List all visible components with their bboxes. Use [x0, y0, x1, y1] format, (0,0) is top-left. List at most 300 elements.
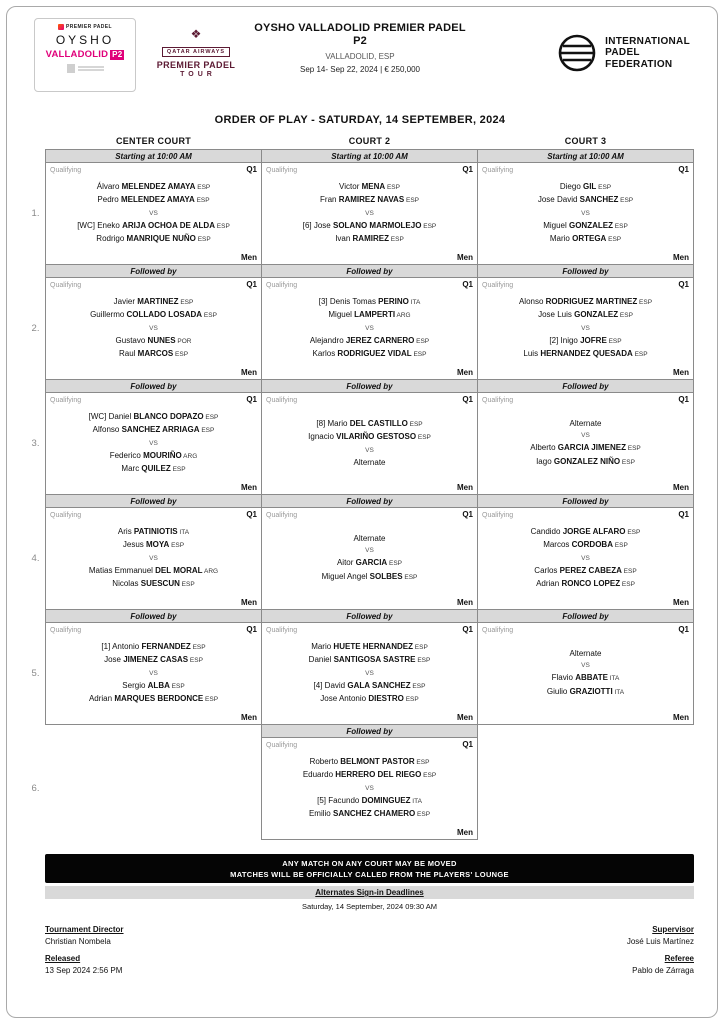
player-first-name: Jose	[104, 655, 124, 664]
country-code: ESP	[179, 581, 195, 588]
player-line	[264, 309, 475, 323]
match-cell	[477, 162, 694, 265]
country-code: ESP	[625, 445, 641, 453]
followed-by-band: Followed by	[261, 494, 478, 508]
player-first-name: Aris	[117, 526, 134, 536]
player-first-name: Raul	[118, 349, 138, 358]
player-line	[480, 442, 691, 456]
player-line	[480, 233, 691, 247]
country-code: ESP	[202, 312, 217, 319]
match-teams	[480, 289, 691, 368]
courts-grid	[45, 134, 694, 840]
gender-label: Men	[241, 483, 257, 492]
referee-label: Referee	[664, 954, 694, 963]
player-first-name: Daniel	[108, 411, 134, 421]
match-teams	[48, 404, 259, 483]
player-last-name: LAMPERTI	[354, 310, 396, 319]
match-cell	[477, 392, 694, 495]
notice-line1: ANY MATCH ON ANY COURT MAY BE MOVED	[282, 859, 457, 868]
country-code: ESP	[596, 183, 612, 191]
round-label: Qualifying	[50, 167, 82, 174]
match-code: Q1	[246, 625, 257, 634]
match-cell-header	[482, 625, 689, 634]
player-line	[480, 296, 691, 310]
player-first-name: Marcos	[543, 540, 572, 549]
player-last-name: RAMIREZ NAVAS	[338, 195, 405, 204]
player-line	[48, 680, 259, 694]
valladolid-wordmark	[38, 49, 132, 60]
vs-label: VS	[365, 446, 374, 454]
player-last-name: SUESCUN	[140, 579, 180, 588]
row-number: 2.	[31, 323, 40, 334]
player-last-name: PERINO	[378, 296, 409, 306]
country-code: ARG	[202, 567, 219, 575]
premier-padel-mark	[38, 24, 132, 30]
player-first-name: Candido	[530, 526, 563, 536]
round-label: Qualifying	[50, 627, 82, 634]
player-line	[264, 795, 475, 809]
player-last-name: JEREZ CARNERO	[345, 335, 415, 345]
player-line	[480, 418, 691, 431]
match-teams	[48, 519, 259, 598]
player-first-name: Roberto	[309, 756, 341, 766]
country-code: ITA	[607, 675, 620, 683]
player-line	[48, 411, 259, 425]
vs-label: VS	[365, 209, 374, 217]
player-first-name: Karlos	[312, 349, 338, 358]
round-label: Qualifying	[482, 627, 514, 634]
player-first-name: Mario	[327, 418, 350, 428]
player-line	[480, 194, 691, 208]
match-cell	[45, 162, 262, 265]
player-line	[48, 693, 259, 707]
round-label: Qualifying	[482, 512, 514, 519]
player-last-name: MARQUES BERDONCE	[114, 694, 204, 703]
gender-label: Men	[241, 598, 257, 607]
player-last-name: JOFRE	[580, 335, 607, 345]
player-first-name: Javier	[113, 296, 138, 306]
match-code: Q1	[462, 740, 473, 749]
player-line	[48, 335, 259, 349]
country-code: ARG	[181, 452, 198, 460]
country-code: ESP	[612, 222, 628, 230]
player-last-name: JIMENEZ CASAS	[123, 655, 189, 664]
player-last-name: CORDOBA	[571, 540, 613, 549]
country-code: ESP	[414, 337, 430, 345]
released-value: 13 Sep 2024 2:56 PM	[45, 966, 123, 975]
country-code: ESP	[415, 811, 431, 818]
footer-right	[627, 925, 694, 975]
country-code: ITA	[410, 797, 422, 805]
fip-globe-icon	[556, 32, 598, 74]
seed-label: [2]	[549, 335, 561, 345]
start-time-band: Starting at 10:00 AM	[477, 149, 694, 163]
match-code: Q1	[462, 395, 473, 404]
gender-label: Men	[241, 368, 257, 377]
player-last-name: MELENDEZ AMAYA	[121, 181, 196, 191]
player-last-name: ALBA	[147, 680, 170, 690]
round-label: Qualifying	[482, 167, 514, 174]
fip-line3: FEDERATION	[605, 58, 673, 70]
match-teams	[480, 174, 691, 253]
match-cell-header	[482, 165, 689, 174]
country-code: ESP	[618, 312, 633, 319]
vs-label: VS	[149, 669, 158, 677]
row-number: 1.	[31, 208, 40, 219]
vs-label: VS	[149, 209, 158, 217]
match-cell-header	[50, 395, 257, 404]
player-first-name: Nicolas	[112, 579, 141, 588]
player-last-name: BLANCO DOPAZO	[133, 411, 204, 421]
player-first-name: Gustavo	[115, 335, 148, 345]
player-first-name: Alternate	[569, 418, 602, 428]
match-cell	[477, 507, 694, 610]
fip-wordmark	[605, 36, 690, 71]
player-first-name: Facundo	[328, 795, 362, 805]
player-line	[480, 335, 691, 349]
player-first-name: Jose David	[537, 195, 580, 204]
player-first-name: Pedro	[97, 195, 121, 204]
country-code: ESP	[404, 197, 419, 204]
match-cell-header	[482, 395, 689, 404]
player-line	[48, 539, 259, 553]
alternates-deadline-band	[45, 886, 694, 899]
player-line	[48, 296, 259, 310]
player-first-name: Adrian	[536, 579, 562, 588]
vs-label: VS	[149, 554, 158, 562]
followed-by-band: Followed by	[261, 379, 478, 393]
gender-label: Men	[673, 368, 689, 377]
seed-label: [1]	[101, 641, 113, 651]
country-code: ESP	[169, 682, 185, 690]
followed-by-band: Followed by	[477, 609, 694, 623]
gutter-band-spacer	[26, 494, 45, 508]
match-cell-header	[50, 510, 257, 519]
premier-padel-label: PREMIER PADEL	[66, 24, 112, 30]
player-first-name: Daniel	[308, 655, 334, 664]
match-teams	[264, 174, 475, 253]
tournament-title-block	[195, 22, 525, 74]
match-teams	[48, 174, 259, 253]
match-cell	[261, 277, 478, 380]
player-first-name: Alternate	[353, 457, 386, 467]
player-last-name: HERRERO DEL RIEGO	[335, 770, 422, 779]
country-code: ESP	[203, 696, 219, 703]
court-header: COURT 2	[261, 134, 478, 150]
player-first-name: Adrian	[88, 694, 115, 703]
qatar-airways-label: QATAR AIRWAYS	[162, 47, 230, 57]
player-line	[480, 648, 691, 661]
player-first-name: Alberto	[530, 443, 558, 453]
player-first-name: Flavio	[551, 673, 576, 683]
followed-by-band: Followed by	[45, 264, 262, 278]
round-label: Qualifying	[266, 512, 298, 519]
round-label: Qualifying	[266, 397, 298, 404]
player-line	[264, 181, 475, 195]
gender-label: Men	[241, 253, 257, 262]
player-last-name: MENA	[361, 181, 386, 191]
player-last-name: ORTEGA	[572, 234, 607, 243]
player-line	[48, 578, 259, 592]
followed-by-band: Followed by	[45, 609, 262, 623]
player-last-name: GARCIA	[355, 558, 388, 568]
match-cell	[261, 737, 478, 840]
player-last-name: DEL CASTILLO	[349, 418, 408, 428]
player-last-name: DIESTRO	[368, 694, 404, 703]
round-label: Qualifying	[266, 742, 298, 749]
player-line	[264, 431, 475, 445]
country-code: ESP	[195, 236, 211, 243]
player-first-name: Miguel	[543, 220, 569, 230]
match-teams	[264, 634, 475, 713]
player-last-name: GONZALEZ NIÑO	[553, 456, 621, 466]
match-code: Q1	[678, 510, 689, 519]
match-teams	[264, 519, 475, 598]
court-column	[45, 134, 262, 725]
country-code: ESP	[632, 351, 648, 358]
followed-by-band: Followed by	[261, 724, 478, 738]
start-time-band: Starting at 10:00 AM	[261, 149, 478, 163]
supervisor-name: José Luis Martínez	[626, 937, 694, 946]
country-code: ESP	[214, 222, 230, 230]
match-cell-header	[50, 165, 257, 174]
vs-label: VS	[581, 554, 590, 562]
player-first-name: Fran	[320, 195, 339, 204]
country-code: ESP	[173, 351, 189, 358]
gutter-band-spacer	[26, 264, 45, 278]
player-line	[48, 565, 259, 579]
round-label: Qualifying	[266, 167, 298, 174]
country-code: ESP	[415, 657, 431, 664]
player-first-name: Mario	[311, 641, 334, 651]
player-line	[264, 233, 475, 247]
seed-label: [4]	[313, 680, 325, 690]
player-first-name: Denis Tomas	[329, 296, 379, 306]
gutter-band-spacer	[26, 149, 45, 163]
seed-label: [6]	[302, 220, 314, 230]
match-teams	[480, 404, 691, 483]
country-code: ESP	[412, 643, 428, 651]
country-code: ESP	[188, 657, 203, 664]
gender-label: Men	[673, 713, 689, 722]
player-first-name: Victor	[339, 181, 362, 191]
player-first-name: Federico	[109, 450, 144, 460]
match-teams	[48, 289, 259, 368]
vs-label: VS	[581, 432, 590, 440]
player-last-name: MANRIQUE NUÑO	[126, 234, 196, 243]
player-line	[264, 457, 475, 470]
country-code: ESP	[199, 427, 215, 434]
player-last-name: RAMIREZ	[352, 234, 389, 243]
match-cell	[477, 277, 694, 380]
fip-line1: INTERNATIONAL	[605, 35, 690, 47]
country-code: ESP	[169, 542, 185, 549]
player-last-name: MOURIÑO	[143, 450, 182, 460]
premier-padel-icon	[58, 24, 64, 30]
gutter-header-spacer	[26, 134, 45, 150]
valladolid-text: VALLADOLID	[45, 49, 109, 60]
player-last-name: RODRIGUEZ MARTINEZ	[545, 296, 638, 306]
gender-label: Men	[457, 598, 473, 607]
order-of-play-title: ORDER OF PLAY - SATURDAY, 14 SEPTEMBER, 2024	[214, 114, 506, 126]
alternates-deadline-date: Saturday, 14 September, 2024 09:30 AM	[302, 902, 437, 911]
vs-label: VS	[581, 662, 590, 670]
gender-label: Men	[457, 368, 473, 377]
vs-label: VS	[581, 324, 590, 332]
match-cell	[45, 507, 262, 610]
player-line	[264, 680, 475, 694]
match-code: Q1	[246, 510, 257, 519]
order-of-play-table	[26, 134, 694, 840]
tier-badge: P2	[112, 49, 123, 59]
player-first-name: Guillermo	[90, 310, 127, 319]
player-last-name: MARTINEZ	[137, 296, 179, 306]
tournament-title-line2: P2	[353, 35, 367, 47]
player-first-name: Mario	[549, 234, 573, 243]
country-code: ESP	[402, 573, 418, 581]
match-cell	[45, 392, 262, 495]
player-last-name: DEL MORAL	[155, 565, 203, 575]
vs-label: VS	[365, 669, 374, 677]
round-label: Qualifying	[266, 282, 298, 289]
player-first-name: Miguel Angel	[321, 571, 370, 581]
row-number: 4.	[31, 553, 40, 564]
player-line	[480, 578, 691, 592]
notice-line2: MATCHES WILL BE OFFICIALLY CALLED FROM THE PLAYERS' LOUNGE	[230, 870, 509, 879]
player-line	[480, 348, 691, 362]
player-line	[48, 233, 259, 247]
tour-label: TOUR	[180, 71, 216, 78]
player-line	[480, 456, 691, 470]
followed-by-band: Followed by	[45, 494, 262, 508]
match-cell-header	[482, 510, 689, 519]
country-code: ESP	[190, 643, 206, 651]
player-first-name: Eduardo	[302, 770, 336, 779]
player-first-name: Carlos	[534, 565, 560, 575]
player-line	[264, 756, 475, 770]
player-first-name: Antonio	[112, 641, 142, 651]
country-code: ESP	[416, 434, 431, 442]
gender-label: Men	[457, 483, 473, 492]
row-number-gutter	[26, 134, 45, 840]
followed-by-band: Followed by	[477, 379, 694, 393]
fip-line2: PADEL	[605, 47, 640, 59]
court-header: CENTER COURT	[45, 134, 262, 150]
player-last-name: JORGE ALFARO	[562, 526, 626, 536]
country-code: ESP	[618, 197, 634, 204]
player-line	[264, 335, 475, 349]
player-line	[264, 220, 475, 234]
vs-label: VS	[365, 324, 374, 332]
supervisor-label: Supervisor	[652, 925, 694, 934]
player-first-name: Alternate	[353, 533, 386, 543]
player-line	[264, 654, 475, 668]
match-cell-header	[266, 740, 473, 749]
player-last-name: SANCHEZ	[579, 195, 619, 204]
match-code: Q1	[678, 395, 689, 404]
player-first-name: David	[324, 680, 348, 690]
round-label: Qualifying	[50, 397, 82, 404]
footer-left	[45, 925, 124, 975]
country-code: ESP	[411, 351, 427, 358]
player-last-name: BELMONT PASTOR	[340, 756, 415, 766]
player-last-name: SANTIGOSA SASTRE	[333, 655, 416, 664]
match-code: Q1	[678, 625, 689, 634]
player-last-name: QUILEZ	[141, 464, 171, 473]
seed-label: [5]	[317, 795, 329, 805]
match-code: Q1	[246, 395, 257, 404]
player-first-name: Jose Luis	[538, 310, 575, 319]
player-first-name: Aitor	[336, 558, 356, 568]
player-last-name: GRAZIOTTI	[569, 686, 613, 696]
player-last-name: SOLBES	[369, 571, 403, 581]
player-line	[480, 309, 691, 323]
match-teams	[264, 749, 475, 828]
country-code: ESP	[606, 236, 622, 243]
country-code: ESP	[621, 567, 637, 575]
country-code: ESP	[606, 337, 622, 345]
country-code: ESP	[421, 772, 437, 779]
tournament-director-name: Christian Nombela	[45, 937, 111, 946]
player-line	[48, 194, 259, 208]
country-code: ITA	[177, 528, 190, 536]
vs-label: VS	[581, 209, 590, 217]
country-code: ESP	[620, 581, 635, 588]
match-cell-header	[266, 280, 473, 289]
player-last-name: FERNANDEZ	[141, 641, 191, 651]
player-first-name: Giulio	[546, 686, 570, 696]
followed-by-band: Followed by	[477, 494, 694, 508]
player-last-name: SANCHEZ ARRIAGA	[121, 425, 200, 434]
round-label: Qualifying	[266, 627, 298, 634]
row-number: 5.	[31, 668, 40, 679]
player-line	[48, 463, 259, 477]
country-code: ESP	[410, 682, 426, 690]
player-line	[48, 181, 259, 195]
player-last-name: PEREZ CABEZA	[559, 565, 622, 575]
match-cell	[261, 162, 478, 265]
player-line	[264, 808, 475, 822]
vs-label: VS	[149, 439, 158, 447]
row-number: 3.	[31, 438, 40, 449]
player-line	[264, 571, 475, 585]
player-first-name: Jesus	[122, 540, 147, 549]
match-cell-header	[266, 625, 473, 634]
player-last-name: DOMINGUEZ	[361, 795, 411, 805]
player-first-name: Matias Emmanuel	[88, 565, 156, 575]
country-code: ESP	[387, 560, 403, 568]
player-first-name: Ignacio	[308, 432, 337, 442]
player-last-name: SOLANO MARMOLEJO	[332, 220, 422, 230]
player-last-name: NUNES	[147, 335, 176, 345]
country-code: ESP	[637, 298, 653, 306]
match-code: Q1	[462, 625, 473, 634]
player-last-name: GARCIA JIMENEZ	[557, 443, 626, 453]
referee-name: Pablo de Zárraga	[632, 966, 694, 975]
match-cell	[261, 392, 478, 495]
player-line	[480, 220, 691, 234]
gender-label: Men	[673, 253, 689, 262]
country-code: ESP	[178, 298, 194, 306]
country-code: ESP	[388, 236, 404, 243]
player-first-name: Álvaro	[96, 181, 122, 191]
country-code: ESP	[170, 466, 186, 473]
player-last-name: ABBATE	[575, 673, 608, 683]
player-last-name: COLLADO LOSADA	[126, 310, 203, 319]
player-last-name: HERNANDEZ QUESADA	[540, 349, 633, 358]
country-code: ESP	[421, 222, 437, 230]
match-code: Q1	[678, 165, 689, 174]
